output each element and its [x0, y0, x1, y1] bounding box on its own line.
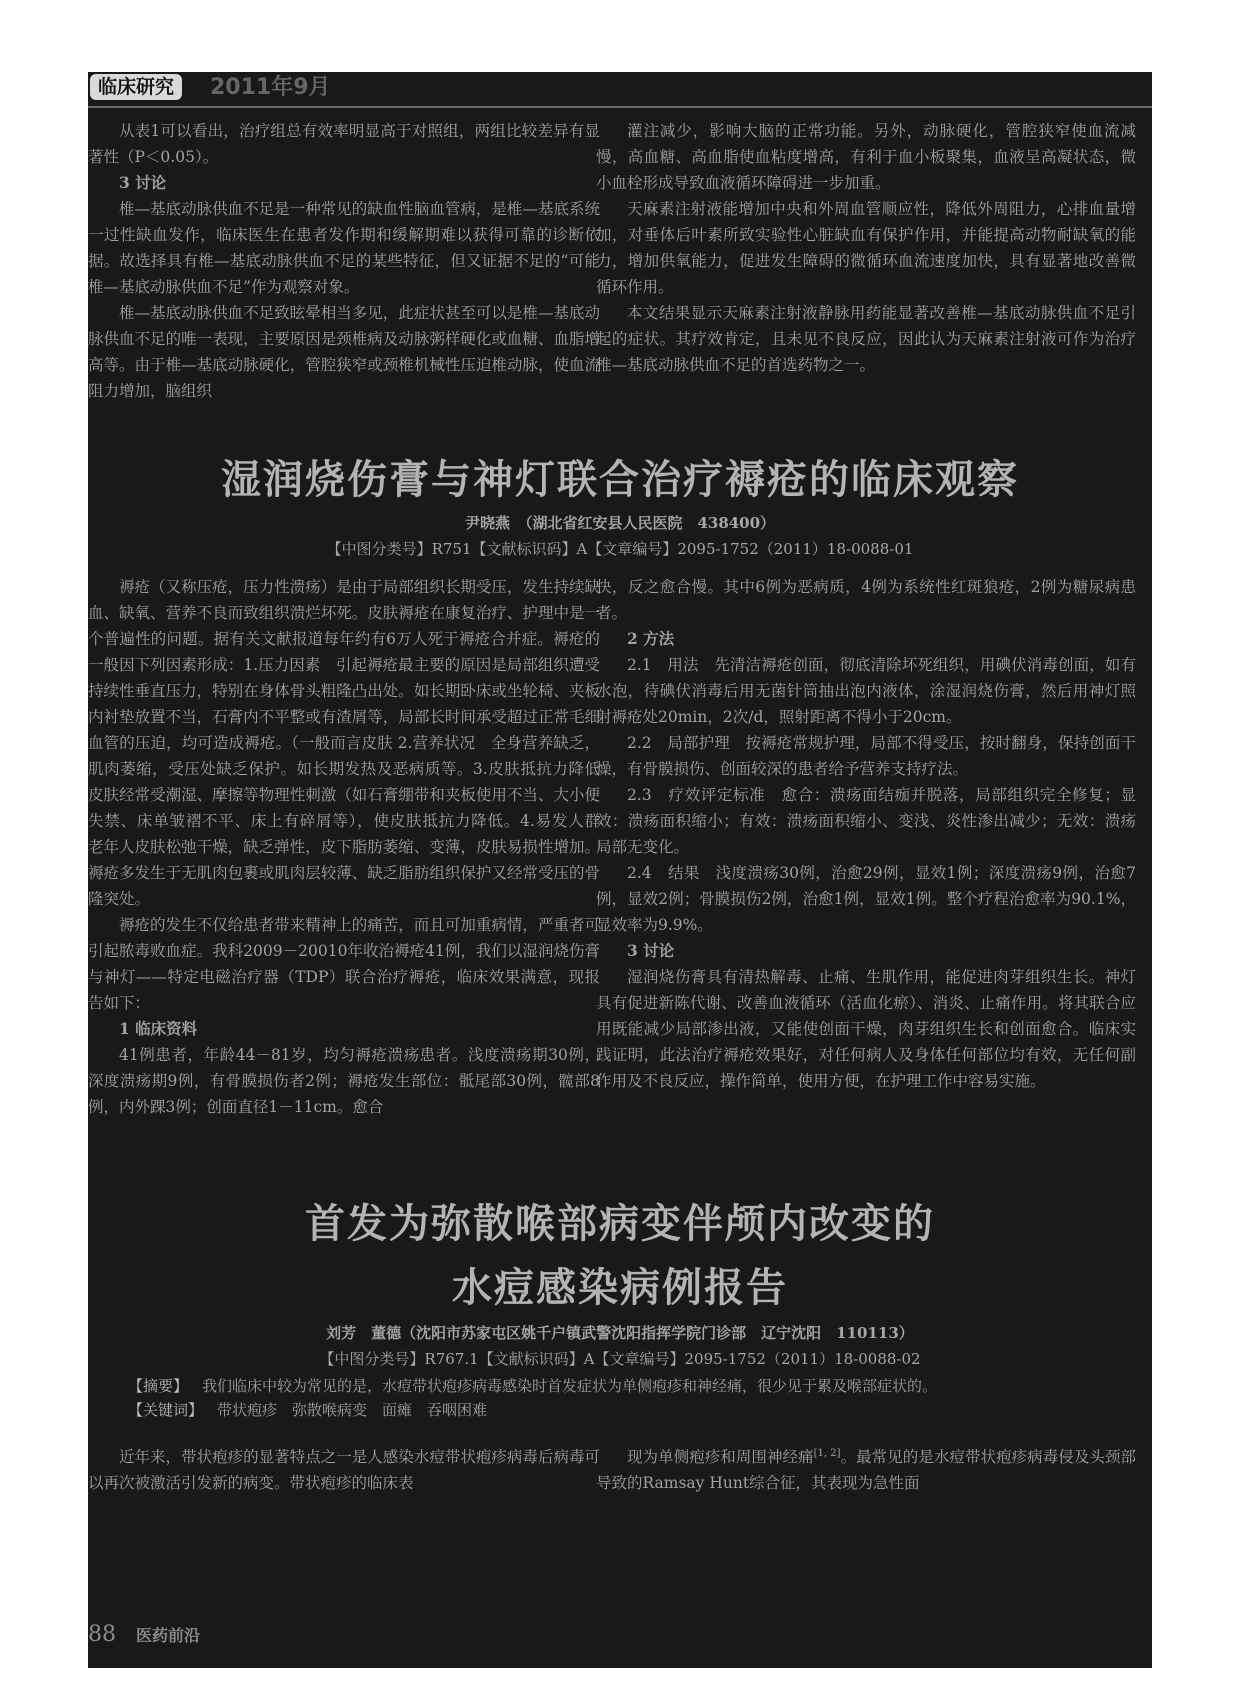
keywords-label: 【关键词】 — [128, 1401, 204, 1419]
paragraph: 41例患者，年龄44－81岁，均匀褥疮溃疡患者。浅度溃疡期30例，深度溃疡期9例，有骨膜损伤者2例；褥疮发生部位：骶尾部30例，髋部8例，内外踝3例；创面直径1－11cm。愈合 — [88, 1046, 600, 1116]
article1-left-column — [88, 574, 600, 1154]
citation-ref: [1, 2] — [813, 1447, 841, 1459]
keywords-text: 带状疱疹 弥散喉病变 面瘫 吞咽困难 — [217, 1401, 488, 1419]
article2-author: 刘芳 董德（沈阳市苏家屯区姚千户镇武警沈阳指挥学院门诊部 辽宁沈阳 110113） — [326, 1324, 914, 1342]
paragraph-text: 。最常见的是水痘带状疱疹病毒侵及头颈部导致的Ramsay Hunt综合征，其表现为急性面 — [596, 1448, 1136, 1492]
paragraph: 2.2 局部护理 按褥疮常规护理，局部不得受压，按时翻身，保持创面干燥，有骨膜损伤、创面较深的患者给予营养支持疗法。 — [596, 734, 1136, 778]
paragraph: 褥疮的发生不仅给患者带来精神上的痛苦，而且可加重病情，严重者可引起脓毒败血症。我科2009－20010年收治褥疮41例，我们以湿润烧伤膏与神灯——特定电磁治疗器（TDP）联合治疗褥疮，临床效果满意，现报告如下： — [88, 916, 600, 1012]
section-heading: 1 临床资料 — [119, 1019, 198, 1038]
section-heading: 3 讨论 — [119, 173, 167, 192]
paragraph: 快，反之愈合慢。其中6例为恶病质，4例为系统性红斑狼疮，2例为糖尿病患者。 — [596, 578, 1136, 622]
paragraph: 从表1可以看出，治疗组总有效率明显高于对照组，两组比较差异有显著性（P＜0.05）。 — [88, 122, 600, 166]
section-heading: 2 方法 — [627, 629, 675, 648]
section-heading: 3 讨论 — [627, 941, 675, 960]
article1-author: 尹晓燕 （湖北省红安县人民医院 438400） — [464, 514, 776, 532]
abstract-label: 【摘要】 — [128, 1377, 189, 1395]
section-tag: 临床研究 — [90, 74, 182, 100]
article2-title-line2: 水痘感染病例报告 — [452, 1264, 788, 1311]
paragraph: 本文结果显示天麻素注射液静脉用药能显著改善椎—基底动脉供血不足引起的症状。其疗效肯定，且未见不良反应，因此认为天麻素注射液可作为治疗椎—基底动脉供血不足的首选药物之一。 — [596, 304, 1136, 374]
paragraph: 2.1 用法 先清洁褥疮创面，彻底清除坏死组织，用碘伏消毒创面，如有水泡，待碘伏消毒后用无菌针筒抽出泡内液体，涂湿润烧伤膏，然后用神灯照射褥疮处20min，2次/d，照射距离不得小于20cm。 — [596, 656, 1136, 726]
article2-left-column — [88, 1444, 600, 1500]
paragraph: 褥疮（又称压疮，压力性溃疡）是由于局部组织长期受压，发生持续缺血、缺氧、营养不良而致组织溃烂坏死。皮肤褥疮在康复治疗、护理中是一个普遍性的问题。据有关文献报道每年约有6万人死于褥疮合并症。褥疮的一般因下列因素形成：1.压力因素 引起褥疮最主要的原因是局部组织遭受持续性垂直压力，特别在身体骨头粗隆凸出处。如长期卧床或坐轮椅、夹板内衬垫放置不当，石膏内不平整或有渣屑等，局部长时间承受超过正常毛细血管的压迫，均可造成褥疮。（一般而言皮肤 2.营养状况 全身营养缺乏，肌肉萎缩，受压处缺乏保护。如长期发热及恶病质等。3.皮肤抵抗力降低 皮肤经常受潮湿、摩擦等物理性刺激（如石膏绷带和夹板使用不当、大小便失禁、床单皱褶不平、床上有碎屑等），使皮肤抵抗力降低。4.易发人群 老年人皮肤松弛干燥，缺乏弹性，皮下脂肪萎缩、变薄，皮肤易损性增加。褥疮多发生于无肌肉包裹或肌肉层较薄、缺乏脂肪组织保护又经常受压的骨隆突处。 — [88, 578, 600, 908]
paragraph-text: 现为单侧疱疹和周围神经痛 — [627, 1448, 814, 1466]
top-left-column — [88, 118, 600, 408]
keywords-line — [128, 1398, 1138, 1422]
paragraph: 灌注减少，影响大脑的正常功能。另外，动脉硬化，管腔狭窄使血流减慢，高血糖、高血脂使血粘度增高，有利于血小板聚集，血液呈高凝状态，微小血栓形成导致血液循环障碍进一步加重。 — [596, 122, 1136, 192]
paragraph: 椎—基底动脉供血不足致眩晕相当多见，此症状甚至可以是椎—基底动脉供血不足的唯一表现，主要原因是颈椎病及动脉粥样硬化或血糖、血脂增高等。由于椎—基底动脉硬化，管腔狭窄或颈椎机械性压迫椎动脉，使血流阻力增加，脑组织 — [88, 304, 600, 400]
journal-name: 医药前沿 — [136, 1626, 201, 1645]
paragraph: 2.4 结果 浅度溃疡30例，治愈29例，显效1例；深度溃疡9例，治愈7例，显效2例；骨膜损伤2例，治愈1例，显效1例。整个疗程治愈率为90.1%，显效率为9.9%。 — [596, 864, 1136, 934]
abstract-text: 我们临床中较为常见的是，水痘带状疱疹病毒感染时首发症状为单侧疱疹和神经痛，很少见于累及喉部症状的。 — [202, 1377, 938, 1395]
page-number: 88 — [88, 1622, 116, 1647]
paragraph: 2.3 疗效评定标准 愈合：溃疡面结痂并脱落，局部组织完全修复；显效：溃疡面积缩小；有效：溃疡面积缩小、变浅、炎性渗出减少；无效：溃疡局部无变化。 — [596, 786, 1136, 856]
article1-right-column — [596, 574, 1136, 1154]
journal-page — [88, 72, 1152, 1668]
article1-meta: 【中图分类号】R751【文献标识码】A【文章编号】2095-1752（2011）18-0088-01 — [326, 540, 914, 558]
paragraph: 天麻素注射液能增加中央和外周血管顺应性，降低外周阻力，心排血量增加，对垂体后叶素所致实验性心脏缺血有保护作用，并能提高动物耐缺氧的能力，增加供氧能力，促进发生障碍的微循环血流速度加快，具有显著地改善微循环作用。 — [596, 200, 1136, 296]
article2-title-line1: 首发为弥散喉部病变伴颅内改变的 — [305, 1200, 935, 1247]
page-header — [88, 72, 1152, 108]
article1-title: 湿润烧伤膏与神灯联合治疗褥疮的临床观察 — [221, 456, 1019, 503]
article2-meta: 【中图分类号】R767.1【文献标识码】A【文章编号】2095-1752（2011）18-0088-02 — [319, 1350, 921, 1368]
paragraph: 湿润烧伤膏具有清热解毒、止痛、生肌作用，能促进肉芽组织生长。神灯具有促进新陈代谢、改善血液循环（活血化瘀）、消炎、止痛作用。将其联合应用既能减少局部渗出液，又能使创面干燥，肉芽组织生长和创面愈合。临床实践证明，此法治疗褥疮效果好，对任何病人及身体任何部位均有效，无任何副作用及不良反应，操作简单，使用方便，在护理工作中容易实施。 — [596, 968, 1136, 1090]
article2-right-column — [596, 1444, 1136, 1500]
paragraph: 近年来，带状疱疹的显著特点之一是人感染水痘带状疱疹病毒后病毒可以再次被激活引发新的病变。带状疱疹的临床表 — [88, 1448, 600, 1492]
paragraph — [596, 1444, 1136, 1496]
issue-date: 2011年9月 — [210, 75, 331, 100]
abstract-line — [128, 1374, 1138, 1398]
paragraph: 椎—基底动脉供血不足是一种常见的缺血性脑血管病，是椎—基底系统一过性缺血发作，临床医生在患者发作期和缓解期难以获得可靠的诊断依据。故选择具有椎—基底动脉供血不足的某些特征，但又证据不足的“可能椎—基底动脉供血不足”作为观察对象。 — [88, 200, 600, 296]
top-right-column — [596, 118, 1136, 408]
